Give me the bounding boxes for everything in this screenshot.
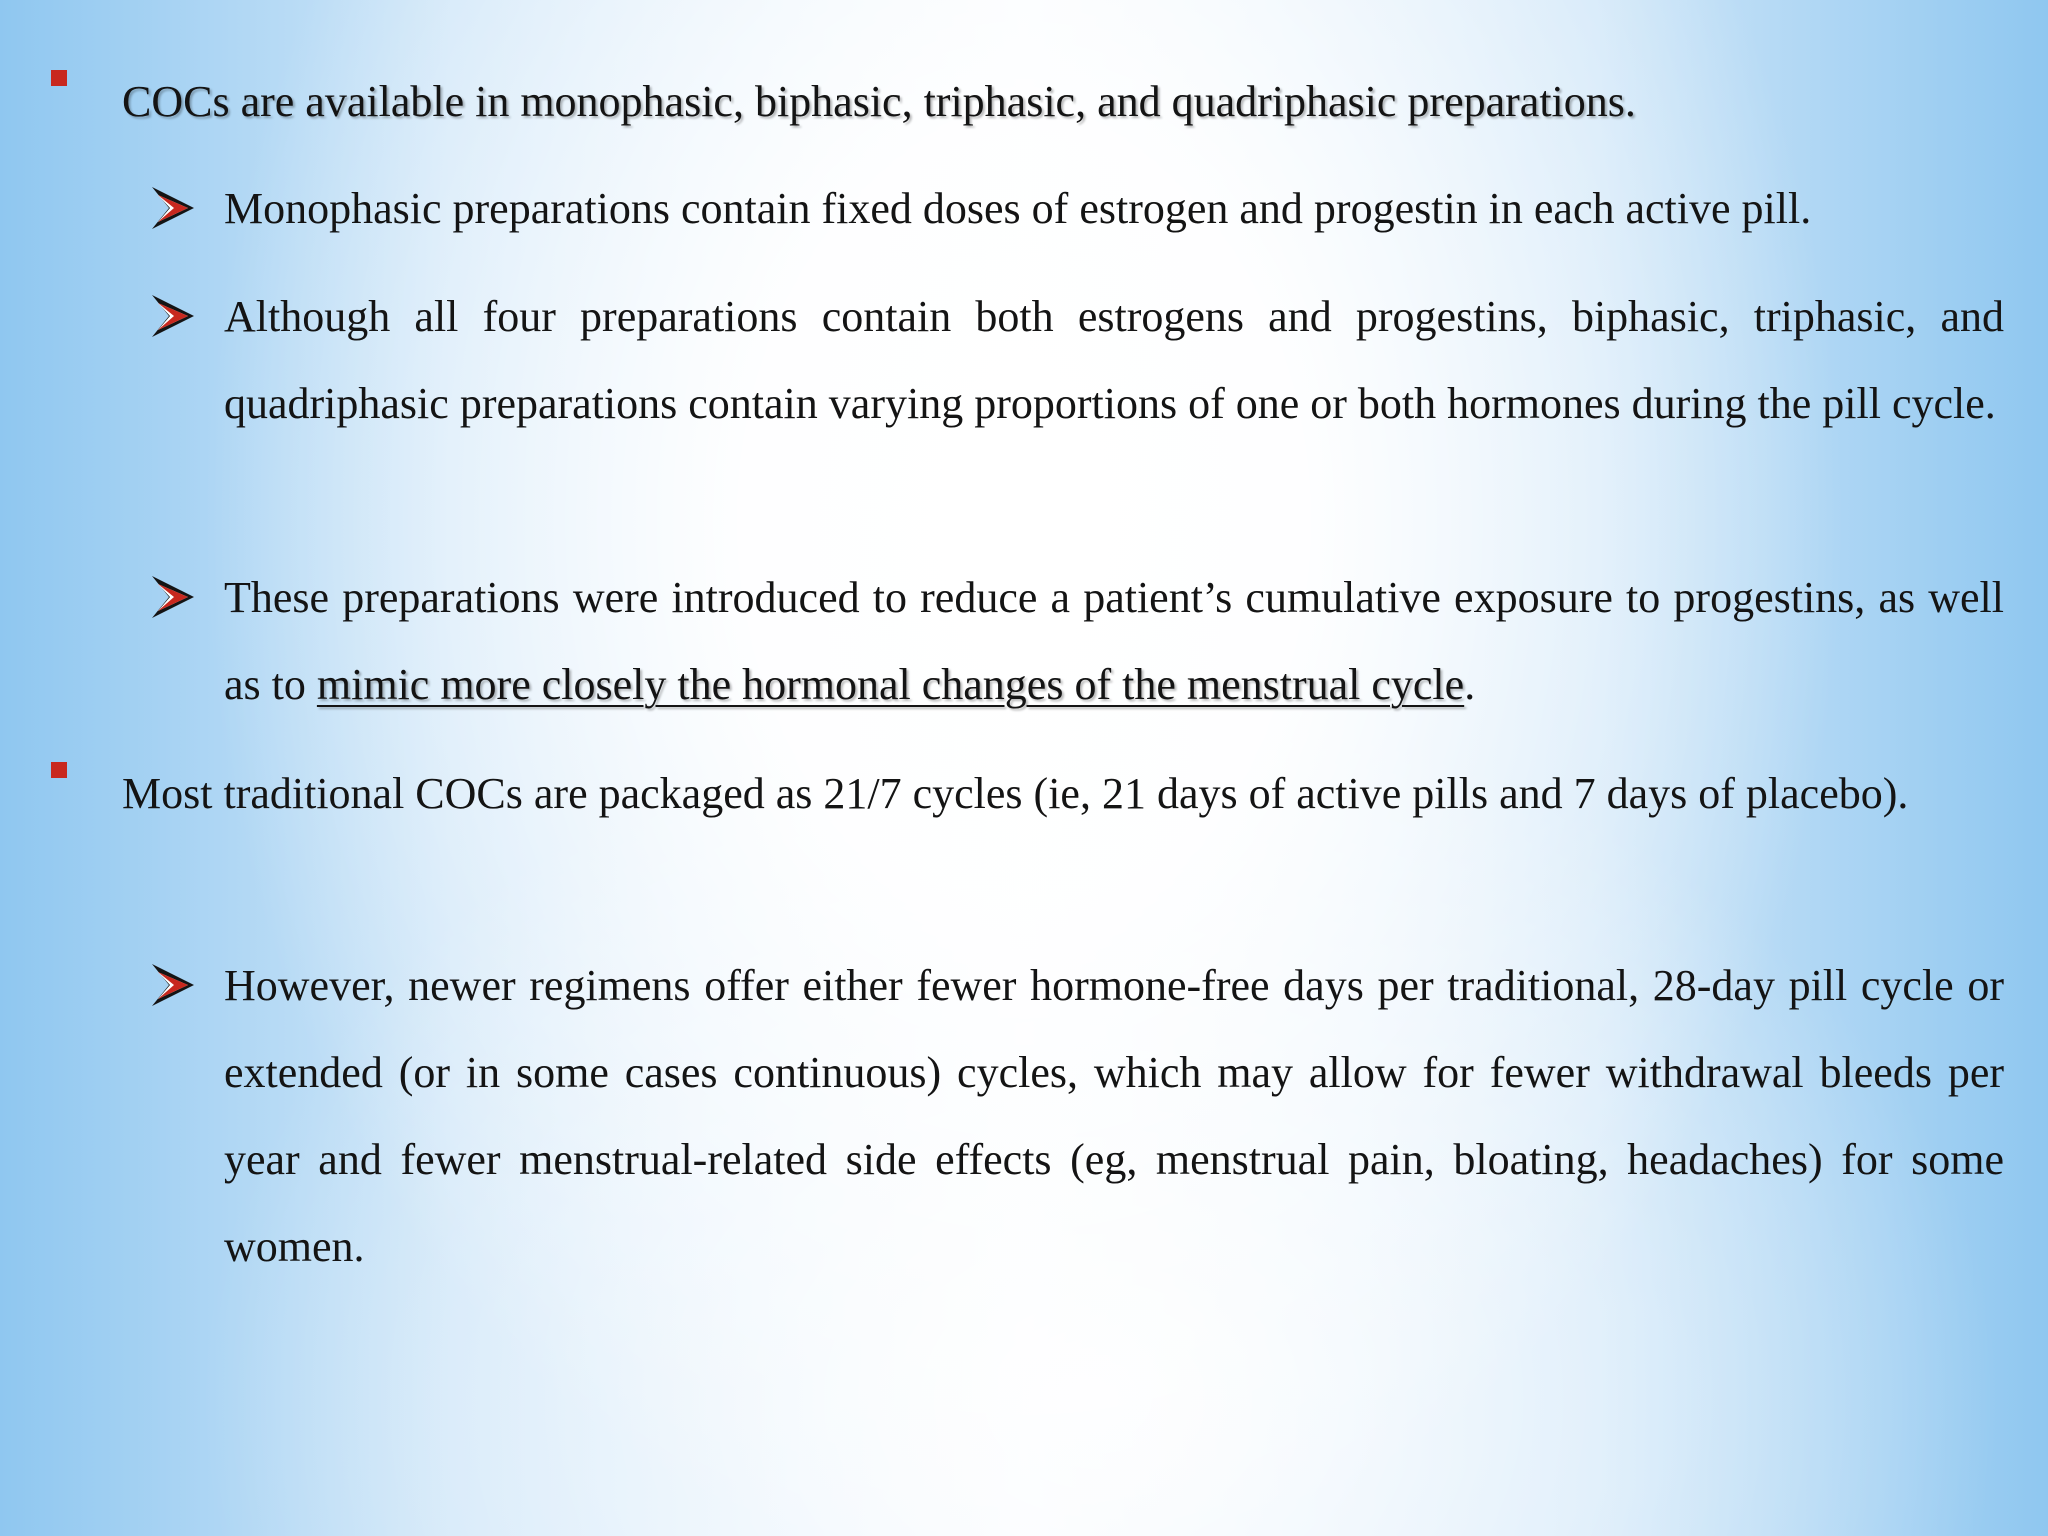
bullet-newer-regimens bbox=[224, 942, 2004, 1290]
arrow-bullet-icon bbox=[150, 962, 198, 1008]
bullet-monophasic bbox=[224, 165, 2004, 252]
emphasized-phrase: mimic more closely the hormonal changes of the menstrual cycle bbox=[316, 660, 1465, 709]
bullet-text-start: These preparations were introduced to reduce a patient’s cumulative exposure to progestins, as well as to bbox=[224, 573, 2004, 709]
bullet-text-end: . bbox=[1464, 660, 1476, 709]
bullet-varying-proportions bbox=[224, 273, 2004, 447]
bullet-text: Although all four preparations contain both estrogens and progestins, biphasic, triphasic, and quadriphasic preparations contain varying proportions of one or both hormones during the pill cycle. bbox=[224, 292, 2004, 428]
bullet-coc-preparations bbox=[122, 58, 2004, 145]
arrow-bullet-icon bbox=[150, 293, 198, 339]
arrow-bullet-icon bbox=[150, 574, 198, 620]
bullet-text: COCs are available in monophasic, biphasic, triphasic, and quadriphasic preparations. bbox=[122, 77, 1636, 126]
square-bullet-icon bbox=[51, 750, 67, 788]
arrow-bullet-icon bbox=[150, 185, 198, 231]
bullet-text: However, newer regimens offer either fewer hormone-free days per traditional, 28-day pill cycle or extended (or in some cases continuous) cycles, which may allow for fewer withdrawal bleeds per year and fewer menstrual-related side effects (eg, menstrual pain, bloating, headaches) for some women. bbox=[224, 961, 2004, 1271]
bullet-traditional-cocs bbox=[122, 750, 2004, 837]
bullet-introduced-reason bbox=[224, 554, 2004, 728]
bullet-text: Monophasic preparations contain fixed doses of estrogen and progestin in each active pill. bbox=[224, 184, 1812, 233]
bullet-text: Most traditional COCs are packaged as 21/7 cycles (ie, 21 days of active pills and 7 days of placebo). bbox=[122, 769, 1909, 818]
bullet-text bbox=[224, 554, 2004, 728]
square-bullet-icon bbox=[51, 58, 67, 96]
